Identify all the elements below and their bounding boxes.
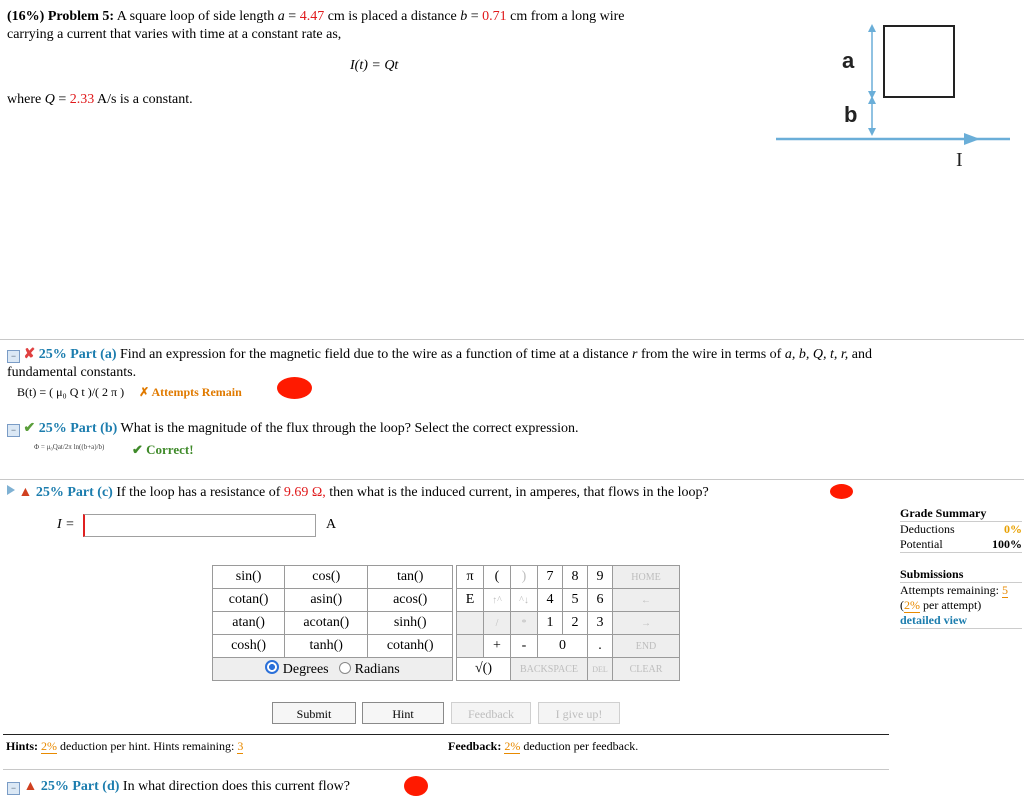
attempts-remain-status: ✗ Attempts Remain [139, 385, 242, 399]
redaction-mark [830, 484, 853, 499]
feedback-button[interactable]: Feedback [451, 702, 531, 724]
eq: = [470, 9, 479, 24]
a-value: 4.47 [299, 9, 325, 24]
deductions-row [900, 522, 1022, 537]
pi-key[interactable]: π [457, 566, 484, 589]
part-a-vars: a, b, Q, t, r, [784, 347, 849, 362]
digit-5-key[interactable]: 5 [563, 589, 588, 612]
grade-title-text: Grade Summary [900, 506, 987, 520]
digit-2-key[interactable]: 2 [563, 612, 588, 635]
multiply-key[interactable]: * [511, 612, 538, 635]
digit-6-key[interactable]: 6 [588, 589, 613, 612]
sin-key[interactable]: sin() [213, 566, 285, 589]
angle-mode [213, 658, 453, 681]
cosh-key[interactable]: cosh() [213, 635, 285, 658]
var-b: b [460, 9, 468, 24]
q-value: 2.33 [69, 92, 95, 107]
problem-text: carrying a current that varies with time at a constant rate as, [7, 27, 342, 42]
potential-label: Potential [900, 537, 943, 551]
problem-text: cm is placed a distance [327, 9, 457, 24]
figure-svg [770, 18, 1020, 178]
digit-8-key[interactable]: 8 [563, 566, 588, 589]
hints-percent: 2% [41, 739, 58, 753]
digit-1-key[interactable]: 1 [538, 612, 563, 635]
deductions-label: Deductions [900, 522, 955, 536]
collapse-icon[interactable]: − [7, 424, 20, 437]
redaction-mark [277, 377, 312, 399]
right-paren-key[interactable]: ) [511, 566, 538, 589]
hints-remaining: 3 [237, 739, 244, 753]
part-a-percent: 25% Part (a) [38, 347, 117, 362]
e-key[interactable]: E [457, 589, 484, 612]
part-a-question: Find an expression for the magnetic field due to the wire as a function of time at a distance [120, 347, 629, 362]
divider [0, 479, 1024, 480]
potential-row [900, 537, 1022, 553]
cotan-key[interactable]: cotan() [213, 589, 285, 612]
digit-7-key[interactable]: 7 [538, 566, 563, 589]
attempts-row [900, 583, 1022, 598]
minus-key[interactable]: - [511, 635, 538, 658]
wrong-icon: ✘ [23, 347, 36, 362]
divider [3, 734, 889, 735]
label-a: a [842, 48, 855, 73]
b-value: 0.71 [482, 9, 507, 24]
feedback-percent: 2% [504, 739, 521, 753]
part-d [7, 778, 350, 796]
submit-button[interactable]: Submit [272, 702, 356, 724]
answer-label: I = [57, 517, 75, 532]
asin-key[interactable]: asin() [285, 589, 368, 612]
submissions-title [900, 567, 1022, 583]
acos-key[interactable]: acos() [368, 589, 453, 612]
left-paren-key[interactable]: ( [484, 566, 511, 589]
problem-title: Problem 5: [47, 9, 115, 24]
redaction-mark [404, 776, 428, 796]
hint-button[interactable]: Hint [362, 702, 444, 724]
part-a-question: from the wire in terms of [640, 347, 782, 362]
dot-key[interactable]: . [588, 635, 613, 658]
potential-value: 100% [992, 537, 1022, 551]
digit-9-key[interactable]: 9 [588, 566, 613, 589]
feedback-info [448, 739, 638, 754]
atan-key[interactable]: atan() [213, 612, 285, 635]
divider [0, 339, 1024, 340]
where-line [7, 92, 193, 108]
part-a-question: fundamental constants. [7, 365, 137, 380]
collapse-icon[interactable]: − [7, 782, 20, 795]
problem-text: cm from a long wire [510, 9, 625, 24]
part-b-answer-text: Φ = μ₀Qat/2π ln((b+a)/b) [34, 443, 105, 451]
delete-key[interactable]: DEL [588, 658, 613, 681]
eq: = [58, 92, 67, 107]
grade-summary [900, 506, 1022, 629]
down-caret-key[interactable]: ^↓ [511, 589, 538, 612]
warning-icon: ▲ [23, 779, 38, 794]
q-unit: A/s is a constant. [96, 92, 193, 107]
part-c-percent: 25% Part (c) [35, 485, 113, 500]
part-b-answer [34, 443, 104, 451]
part-b [7, 420, 579, 438]
detailed-view-row [900, 613, 1022, 629]
where-text: where [7, 92, 42, 107]
current-formula: I(t) = Qt [350, 58, 399, 73]
cos-key[interactable]: cos() [285, 566, 368, 589]
var-a: a [277, 9, 285, 24]
empty-key [457, 612, 484, 635]
radians-radio[interactable] [339, 662, 351, 674]
divide-key[interactable]: / [484, 612, 511, 635]
sqrt-key[interactable]: √() [457, 658, 511, 681]
part-d-percent: 25% Part (d) [40, 779, 120, 794]
attempts-label: Attempts remaining: [900, 583, 999, 597]
digit-4-key[interactable]: 4 [538, 589, 563, 612]
part-a-answer [17, 385, 242, 400]
feedback-text: deduction per feedback. [523, 739, 639, 753]
answer-input[interactable] [83, 514, 316, 537]
tan-key[interactable]: tan() [368, 566, 453, 589]
part-a-answer-text: B(t) = ( μ₀ Q t )/( 2 π ) [17, 385, 125, 399]
submissions-text: Submissions [900, 567, 964, 581]
problem-weight: (16%) [7, 9, 45, 24]
give-up-button[interactable]: I give up! [538, 702, 620, 724]
acotan-key[interactable]: acotan() [285, 612, 368, 635]
collapse-icon[interactable]: − [7, 350, 20, 363]
per-attempt-row [900, 598, 1022, 613]
detailed-view-link[interactable]: detailed view [900, 613, 967, 627]
degrees-label: Degrees [282, 662, 329, 677]
plus-key[interactable]: + [484, 635, 511, 658]
resistance-value: 9.69 Ω, [283, 485, 326, 500]
label-b: b [844, 102, 858, 127]
paren: ( [900, 598, 904, 612]
clear-key[interactable]: CLEAR [613, 658, 680, 681]
empty-key [457, 635, 484, 658]
part-c [7, 484, 709, 502]
number-keypad [456, 565, 680, 681]
hints-info [6, 739, 243, 754]
eq: = [288, 9, 297, 24]
problem-statement [7, 8, 767, 44]
tanh-key[interactable]: tanh() [285, 635, 368, 658]
right-arrow-key[interactable]: → [613, 612, 680, 635]
label-i: I [956, 149, 963, 171]
degrees-radio[interactable] [265, 660, 279, 674]
backspace-key[interactable]: BACKSPACE [511, 658, 588, 681]
divider [3, 769, 889, 770]
part-b-question: What is the magnitude of the flux through the loop? Select the correct expression. [120, 421, 579, 436]
cotanh-key[interactable]: cotanh() [368, 635, 453, 658]
feedback-label: Feedback: [448, 739, 502, 753]
answer-unit: A [326, 517, 337, 532]
deductions-value: 0% [1004, 522, 1022, 536]
part-c-question: then what is the induced current, in amperes, that flows in the loop? [329, 485, 709, 500]
loop-figure [770, 18, 1020, 178]
digit-0-key[interactable]: 0 [538, 635, 588, 658]
up-caret-key[interactable]: ↑^ [484, 589, 511, 612]
problem-text: A square loop of side length [116, 9, 275, 24]
expand-icon[interactable] [7, 485, 15, 495]
per-attempt-text: per attempt) [923, 598, 982, 612]
var-r: r [632, 347, 638, 362]
function-keypad [212, 565, 453, 681]
hints-text: deduction per hint. Hints remaining: [60, 739, 235, 753]
attempts-value: 5 [1001, 583, 1008, 597]
part-c-question: If the loop has a resistance of [116, 485, 281, 500]
correct-status: ✔ Correct! [132, 442, 194, 457]
per-attempt-percent: 2% [904, 598, 920, 612]
part-a-and: and [851, 347, 872, 362]
check-icon: ✔ [23, 421, 36, 436]
digit-3-key[interactable]: 3 [588, 612, 613, 635]
part-b-percent: 25% Part (b) [38, 421, 118, 436]
part-a [7, 346, 1022, 382]
home-key[interactable]: HOME [613, 566, 680, 589]
grade-summary-title [900, 506, 1022, 522]
warning-icon: ▲ [18, 485, 33, 500]
sinh-key[interactable]: sinh() [368, 612, 453, 635]
end-key[interactable]: END [613, 635, 680, 658]
radians-label: Radians [354, 662, 400, 677]
part-d-question: In what direction does this current flow? [122, 779, 350, 794]
hints-label: Hints: [6, 739, 39, 753]
left-arrow-key[interactable]: ← [613, 589, 680, 612]
var-q: Q [44, 92, 55, 107]
